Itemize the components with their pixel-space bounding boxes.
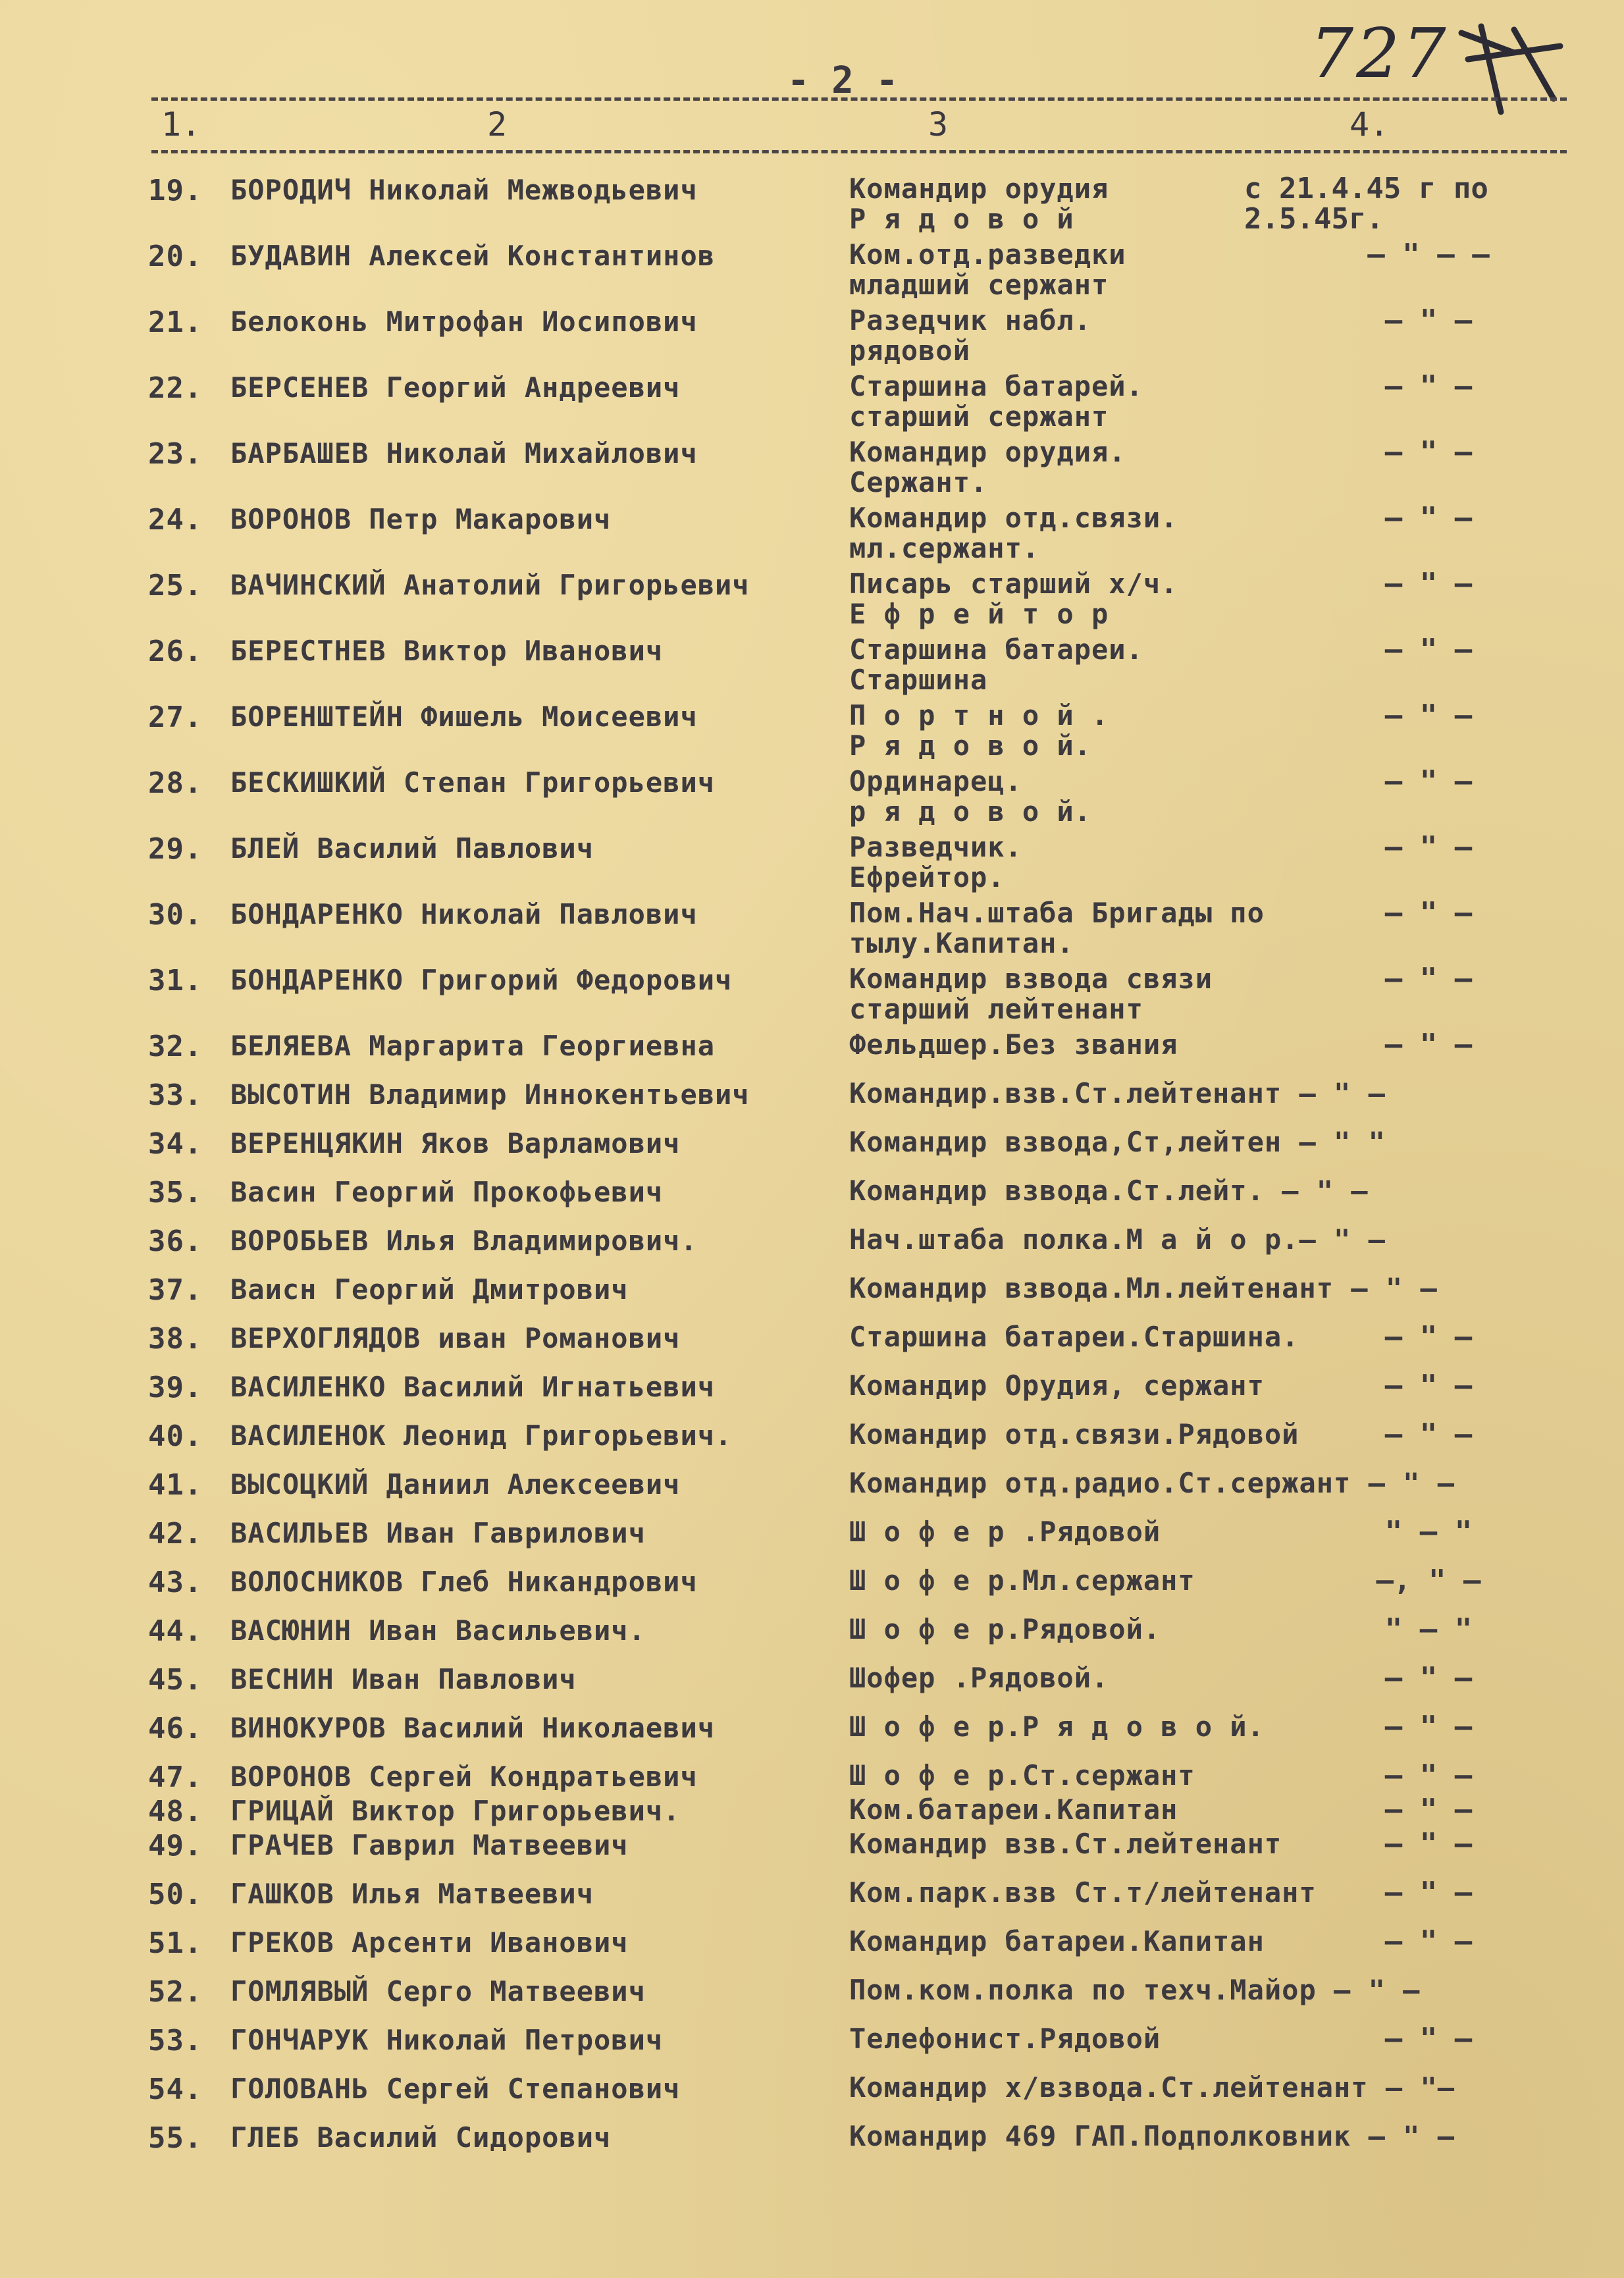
table-row <box>0 1703 1624 1751</box>
person-name: ВОРОНОВ Петр Макарович <box>230 503 612 535</box>
position-rank-line: Ординарец. <box>849 765 1022 797</box>
row-number: 29. <box>148 832 203 866</box>
person-name: ВЫСОЦКИЙ Даниил Алексеевич <box>230 1468 681 1500</box>
row-number: 37. <box>148 1273 203 1307</box>
row-number: 31. <box>148 964 203 997</box>
position-rank-line: тылу.Капитан. <box>849 927 1074 959</box>
position-rank-line: Нач.штаба полка.М а й о р.– " – <box>849 1223 1386 1256</box>
table-row <box>0 1264 1624 1313</box>
service-period-line: – " – <box>1384 830 1473 864</box>
position-rank <box>849 1273 1442 1304</box>
service-period <box>1290 898 1567 928</box>
position-rank-line: Ш о ф е р.Р я д о в о й. <box>849 1710 1265 1743</box>
row-number: 50. <box>148 1878 203 1911</box>
service-period-line: – " – <box>1384 567 1473 600</box>
service-period-line: – " – <box>1384 1827 1473 1861</box>
position-rank <box>849 1078 1442 1109</box>
service-period-line: – " – <box>1384 1661 1473 1695</box>
position-rank <box>849 1225 1442 1255</box>
table-row <box>0 1917 1624 1966</box>
table-row <box>0 1215 1624 1264</box>
person-name: ВОРОБЬЕВ Илья Владимирович. <box>230 1225 698 1257</box>
service-period <box>1290 1030 1567 1060</box>
row-number: 26. <box>148 635 203 668</box>
header-top-rule <box>151 97 1567 101</box>
person-name: Васин Георгий Прокофьевич <box>230 1176 664 1208</box>
person-name: БОРЕНШТЕЙН Фишель Моисеевич <box>230 701 698 733</box>
table-row <box>0 625 1624 696</box>
service-period <box>1290 1371 1567 1401</box>
position-rank-line: Ком.парк.взв Ст.т/лейтенант <box>849 1876 1317 1909</box>
table-row <box>0 1820 1624 1868</box>
position-rank <box>849 2120 1455 2152</box>
table-row <box>0 1868 1624 1917</box>
row-number: 28. <box>148 766 203 800</box>
position-rank-line: Старшина батарей. <box>849 370 1143 402</box>
person-name: ГОМЛЯВЫЙ Серго Матвеевич <box>230 1975 646 2007</box>
service-period-line: – " – <box>1384 2022 1473 2055</box>
header-bottom-rule <box>151 150 1567 153</box>
service-period <box>1290 832 1567 862</box>
position-rank-line: Старшина батареи.Старшина. <box>849 1321 1299 1353</box>
service-period-line: – " – <box>1384 699 1473 732</box>
column-header-row <box>0 105 1624 145</box>
service-period-line: – " – <box>1384 304 1473 337</box>
row-number: 35. <box>148 1176 203 1209</box>
row-number: 55. <box>148 2121 203 2155</box>
service-period-line: – " – <box>1384 1369 1473 1402</box>
person-name: БОНДАРЕНКО Григорий Федорович <box>230 964 733 996</box>
person-name: ВАСИЛЬЕВ Иван Гаврилович <box>230 1517 646 1549</box>
table-row <box>0 2015 1624 2063</box>
service-period-line: с 21.4.45 г по <box>1244 172 1488 205</box>
table-row <box>0 889 1624 959</box>
service-period-line: – " – <box>1384 1924 1473 1958</box>
service-period-line: – " – <box>1384 1417 1473 1451</box>
service-period-line: – " – <box>1384 962 1473 995</box>
table-row <box>0 560 1624 630</box>
position-rank-line: Командир орудия <box>849 172 1109 205</box>
table-row <box>0 1556 1624 1605</box>
page-number: - 2 - <box>787 59 899 102</box>
person-name: ВЕРХОГЛЯДОВ иван Романович <box>230 1322 681 1354</box>
table-row <box>0 1362 1624 1410</box>
person-name: ВЫСОТИН Владимир Иннокентьевич <box>230 1078 750 1111</box>
service-period-line: – " – <box>1384 501 1473 535</box>
position-rank-line: Командир.взв.Ст.лейтенант – " – <box>849 1077 1386 1109</box>
column-header-1: 1. <box>161 105 201 144</box>
row-number: 54. <box>148 2073 203 2106</box>
service-period-line: – " – <box>1384 764 1473 798</box>
row-number: 32. <box>148 1030 203 1063</box>
person-name: БЕЛЯЕВА Маргарита Георгиевна <box>230 1030 716 1062</box>
position-rank-line: Командир Орудия, сержант <box>849 1369 1265 1402</box>
service-period <box>1290 635 1567 665</box>
table-row <box>0 1167 1624 1215</box>
person-name: ГРАЧЕВ Гаврил Матвеевич <box>230 1829 629 1861</box>
position-rank-line: Командир отд.связи.Рядовой <box>849 1418 1299 1450</box>
position-rank <box>849 1975 1442 2005</box>
position-rank <box>849 2071 1455 2104</box>
position-rank <box>849 1467 1455 1499</box>
position-rank-line: Р я д о в о й <box>849 203 1074 235</box>
service-period <box>1290 701 1567 731</box>
person-name: ВЕСНИН Иван Павлович <box>230 1663 577 1695</box>
row-number: 39. <box>148 1371 203 1404</box>
service-period-line: – " – <box>1384 435 1473 469</box>
position-rank-line: Командир отд.связи. <box>849 502 1178 534</box>
column-header-3: 3 <box>928 105 949 144</box>
service-period <box>1290 2024 1567 2054</box>
person-name: ВИНОКУРОВ Василий Николаевич <box>230 1712 716 1744</box>
row-number: 36. <box>148 1225 203 1258</box>
person-name: ГЛЕБ Василий Сидорович <box>230 2121 612 2154</box>
table-row <box>0 823 1624 893</box>
service-period <box>1290 1614 1567 1645</box>
service-period <box>1290 1712 1567 1742</box>
position-rank-line: рядовой <box>849 334 971 367</box>
table-row <box>0 1410 1624 1459</box>
service-period <box>1290 964 1567 994</box>
person-name: ВАСЮНИН Иван Васильевич. <box>230 1614 646 1647</box>
service-period-line: – " – <box>1384 1759 1473 1792</box>
position-rank-line: Командир взв.Ст.лейтенант <box>849 1828 1282 1860</box>
position-rank-line: Старшина <box>849 664 988 696</box>
row-number: 19. <box>148 174 203 207</box>
row-number: 30. <box>148 898 203 932</box>
table-row <box>0 2063 1624 2112</box>
table-row <box>0 1020 1624 1069</box>
row-number: 44. <box>148 1614 203 1648</box>
row-number: 51. <box>148 1926 203 1960</box>
table-row <box>0 362 1624 433</box>
row-number: 23. <box>148 437 203 471</box>
service-period-line: – " – <box>1384 896 1473 930</box>
position-rank <box>849 1127 1442 1157</box>
table-row <box>0 1654 1624 1703</box>
position-rank-line: Ш о ф е р.Ст.сержант <box>849 1759 1195 1791</box>
row-number: 45. <box>148 1663 203 1697</box>
person-name: БОНДАРЕНКО Николай Павлович <box>230 898 698 930</box>
column-header-4: 4. <box>1349 105 1390 144</box>
position-rank-line: Разедчик набл. <box>849 304 1092 336</box>
row-number: 40. <box>148 1419 203 1453</box>
service-period <box>1290 1926 1567 1957</box>
position-rank-line: старший сержант <box>849 400 1109 433</box>
row-number: 24. <box>148 503 203 537</box>
position-rank-line: Командир взвода связи <box>849 963 1213 995</box>
position-rank-line: Сержант. <box>849 466 988 498</box>
person-name: ВЕРЕНЦЯКИН Яков Варламович <box>230 1127 681 1159</box>
position-rank-line: младший сержант <box>849 269 1109 301</box>
service-period <box>1290 503 1567 533</box>
row-number: 43. <box>148 1566 203 1599</box>
row-number: 52. <box>148 1975 203 2009</box>
service-period-line: – " – <box>1384 633 1473 666</box>
position-rank-line: Командир взвода.Мл.лейтенант – " – <box>849 1272 1438 1304</box>
person-name: БЕРЕСТНЕВ Виктор Иванович <box>230 635 664 667</box>
row-number: 46. <box>148 1712 203 1745</box>
person-name: ГРЕКОВ Арсенти Иванович <box>230 1926 629 1959</box>
service-period <box>1290 1663 1567 1693</box>
row-number: 33. <box>148 1078 203 1112</box>
row-number: 34. <box>148 1127 203 1161</box>
service-period-line: –, " – <box>1376 1564 1481 1597</box>
service-period-line: – " – <box>1384 1710 1473 1743</box>
person-name: Белоконь Митрофан Иосипович <box>230 305 698 338</box>
position-rank-line: Ш о ф е р.Мл.сержант <box>849 1564 1195 1597</box>
table-row <box>0 1508 1624 1556</box>
table-row <box>0 1313 1624 1362</box>
handwritten-strikethrough-mark <box>1455 20 1567 119</box>
row-number: 47. <box>148 1761 203 1794</box>
handwritten-archive-number: 727 <box>1310 13 1449 93</box>
service-period <box>1290 371 1567 402</box>
person-name: БЕРСЕНЕВ Георгий Андреевич <box>230 371 681 404</box>
row-number: 20. <box>148 240 203 273</box>
service-period <box>1290 1829 1567 1859</box>
position-rank-line: Командир отд.радио.Ст.сержант – " – <box>849 1467 1455 1499</box>
row-number: 41. <box>148 1468 203 1502</box>
position-rank-line: Старшина батареи. <box>849 633 1143 666</box>
column-header-2: 2 <box>487 105 508 144</box>
table-row <box>0 494 1624 564</box>
person-name: ГОНЧАРУК Николай Петрович <box>230 2024 664 2056</box>
table-row <box>0 165 1624 236</box>
position-rank <box>849 1176 1442 1206</box>
person-name: БЕСКИШКИЙ Степан Григорьевич <box>230 766 716 799</box>
position-rank-line: старший лейтенант <box>849 993 1143 1025</box>
position-rank-line: р я д о в о й. <box>849 795 1092 828</box>
person-name: ВАСИЛЕНОК Леонид Григорьевич. <box>230 1419 733 1452</box>
row-number: 21. <box>148 305 203 339</box>
person-name: БАРБАШЕВ Николай Михайлович <box>230 437 698 469</box>
person-name: ГРИЦАЙ Виктор Григорьевич. <box>230 1795 681 1827</box>
table-row <box>0 1118 1624 1167</box>
table-row <box>0 428 1624 498</box>
table-row <box>0 296 1624 367</box>
service-period <box>1290 305 1567 336</box>
person-name: ГАШКОВ Илья Матвеевич <box>230 1878 594 1910</box>
position-rank-line: Ш о ф е р .Рядовой <box>849 1516 1161 1548</box>
position-rank-line: Командир х/взвода.Ст.лейтенант – "– <box>849 2071 1455 2104</box>
person-name: ВОЛОСНИКОВ Глеб Никандрович <box>230 1566 698 1598</box>
service-period-line: – " – <box>1384 1793 1473 1826</box>
service-period <box>1290 1878 1567 1908</box>
table-row <box>0 1966 1624 2015</box>
person-name: БОРОДИЧ Николай Межводьевич <box>230 174 698 206</box>
row-number: 49. <box>148 1829 203 1863</box>
position-rank-line: Командир взвода,Ст,лейтен – " " <box>849 1126 1386 1158</box>
position-rank-line: Р я д о в о й. <box>849 729 1092 762</box>
service-period <box>1244 174 1521 234</box>
position-rank-line: Командир батареи.Капитан <box>849 1925 1265 1957</box>
table-row <box>0 2112 1624 2161</box>
table-row <box>0 955 1624 1025</box>
position-rank-line: Пом.ком.полка по техч.Майор – " – <box>849 1974 1421 2006</box>
service-period <box>1290 1419 1567 1450</box>
position-rank-line: Ш о ф е р.Рядовой. <box>849 1613 1161 1645</box>
position-rank-line: Ком.отд.разведки <box>849 238 1126 271</box>
service-period <box>1290 1322 1567 1352</box>
service-period <box>1290 1517 1567 1547</box>
table-row <box>0 1751 1624 1794</box>
table-row <box>0 691 1624 762</box>
person-name: ВАСИЛЕНКО Василий Игнатьевич <box>230 1371 716 1403</box>
position-rank-line: Е ф р е й т о р <box>849 598 1109 630</box>
row-number: 22. <box>148 371 203 405</box>
person-name: БЛЕЙ Василий Павлович <box>230 832 594 864</box>
service-period-line: – " – – <box>1367 238 1490 271</box>
row-number: 48. <box>148 1795 203 1828</box>
table-row <box>0 1605 1624 1654</box>
service-period-line: 2.5.45г. <box>1244 202 1384 236</box>
service-period-line: " – " <box>1384 1612 1473 1646</box>
row-number: 27. <box>148 701 203 734</box>
table-row <box>0 757 1624 828</box>
service-period-line: " – " <box>1384 1515 1473 1549</box>
table-row <box>0 1069 1624 1118</box>
service-period <box>1290 569 1567 599</box>
person-name: ВОРОНОВ Сергей Кондратьевич <box>230 1761 698 1793</box>
row-number: 42. <box>148 1517 203 1550</box>
service-period <box>1290 437 1567 467</box>
person-name: ГОЛОВАНЬ Сергей Степанович <box>230 2073 681 2105</box>
service-period-line: – " – <box>1384 1876 1473 1909</box>
table-row <box>0 1459 1624 1508</box>
table-row <box>0 1786 1624 1828</box>
position-rank-line: Шофер .Рядовой. <box>849 1662 1109 1694</box>
position-rank-line: мл.сержант. <box>849 532 1040 564</box>
position-rank-line: Командир взвода.Ст.лейт. – " – <box>849 1175 1369 1207</box>
person-name: БУДАВИН Алексей Константинов <box>230 240 716 272</box>
service-period <box>1290 1566 1567 1596</box>
service-period-line: – " – <box>1384 1320 1473 1354</box>
position-rank-line: Ком.батареи.Капитан <box>849 1793 1178 1826</box>
position-rank-line: Фельдшер.Без звания <box>849 1028 1178 1061</box>
row-number: 25. <box>148 569 203 602</box>
position-rank-line: Телефонист.Рядовой <box>849 2023 1161 2055</box>
person-name: ВАЧИНСКИЙ Анатолий Григорьевич <box>230 569 750 601</box>
row-number: 53. <box>148 2024 203 2057</box>
position-rank-line: Писарь старший х/ч. <box>849 568 1178 600</box>
position-rank-line: П о р т н о й . <box>849 699 1109 731</box>
position-rank-line: Командир орудия. <box>849 436 1126 468</box>
position-rank-line: Пом.Нач.штаба Бригады по <box>849 897 1265 929</box>
person-name: Ваисн Георгий Дмитрович <box>230 1273 629 1306</box>
position-rank-line: Ефрейтор. <box>849 861 1005 893</box>
row-number: 38. <box>148 1322 203 1356</box>
service-period <box>1290 766 1567 797</box>
position-rank-line: Разведчик. <box>849 831 1022 863</box>
personnel-list <box>0 165 1624 2161</box>
service-period-line: – " – <box>1384 369 1473 403</box>
service-period <box>1290 240 1567 270</box>
position-rank-line: Командир 469 ГАП.Подполковник – " – <box>849 2120 1455 2152</box>
service-period-line: – " – <box>1384 1028 1473 1061</box>
table-row <box>0 230 1624 301</box>
